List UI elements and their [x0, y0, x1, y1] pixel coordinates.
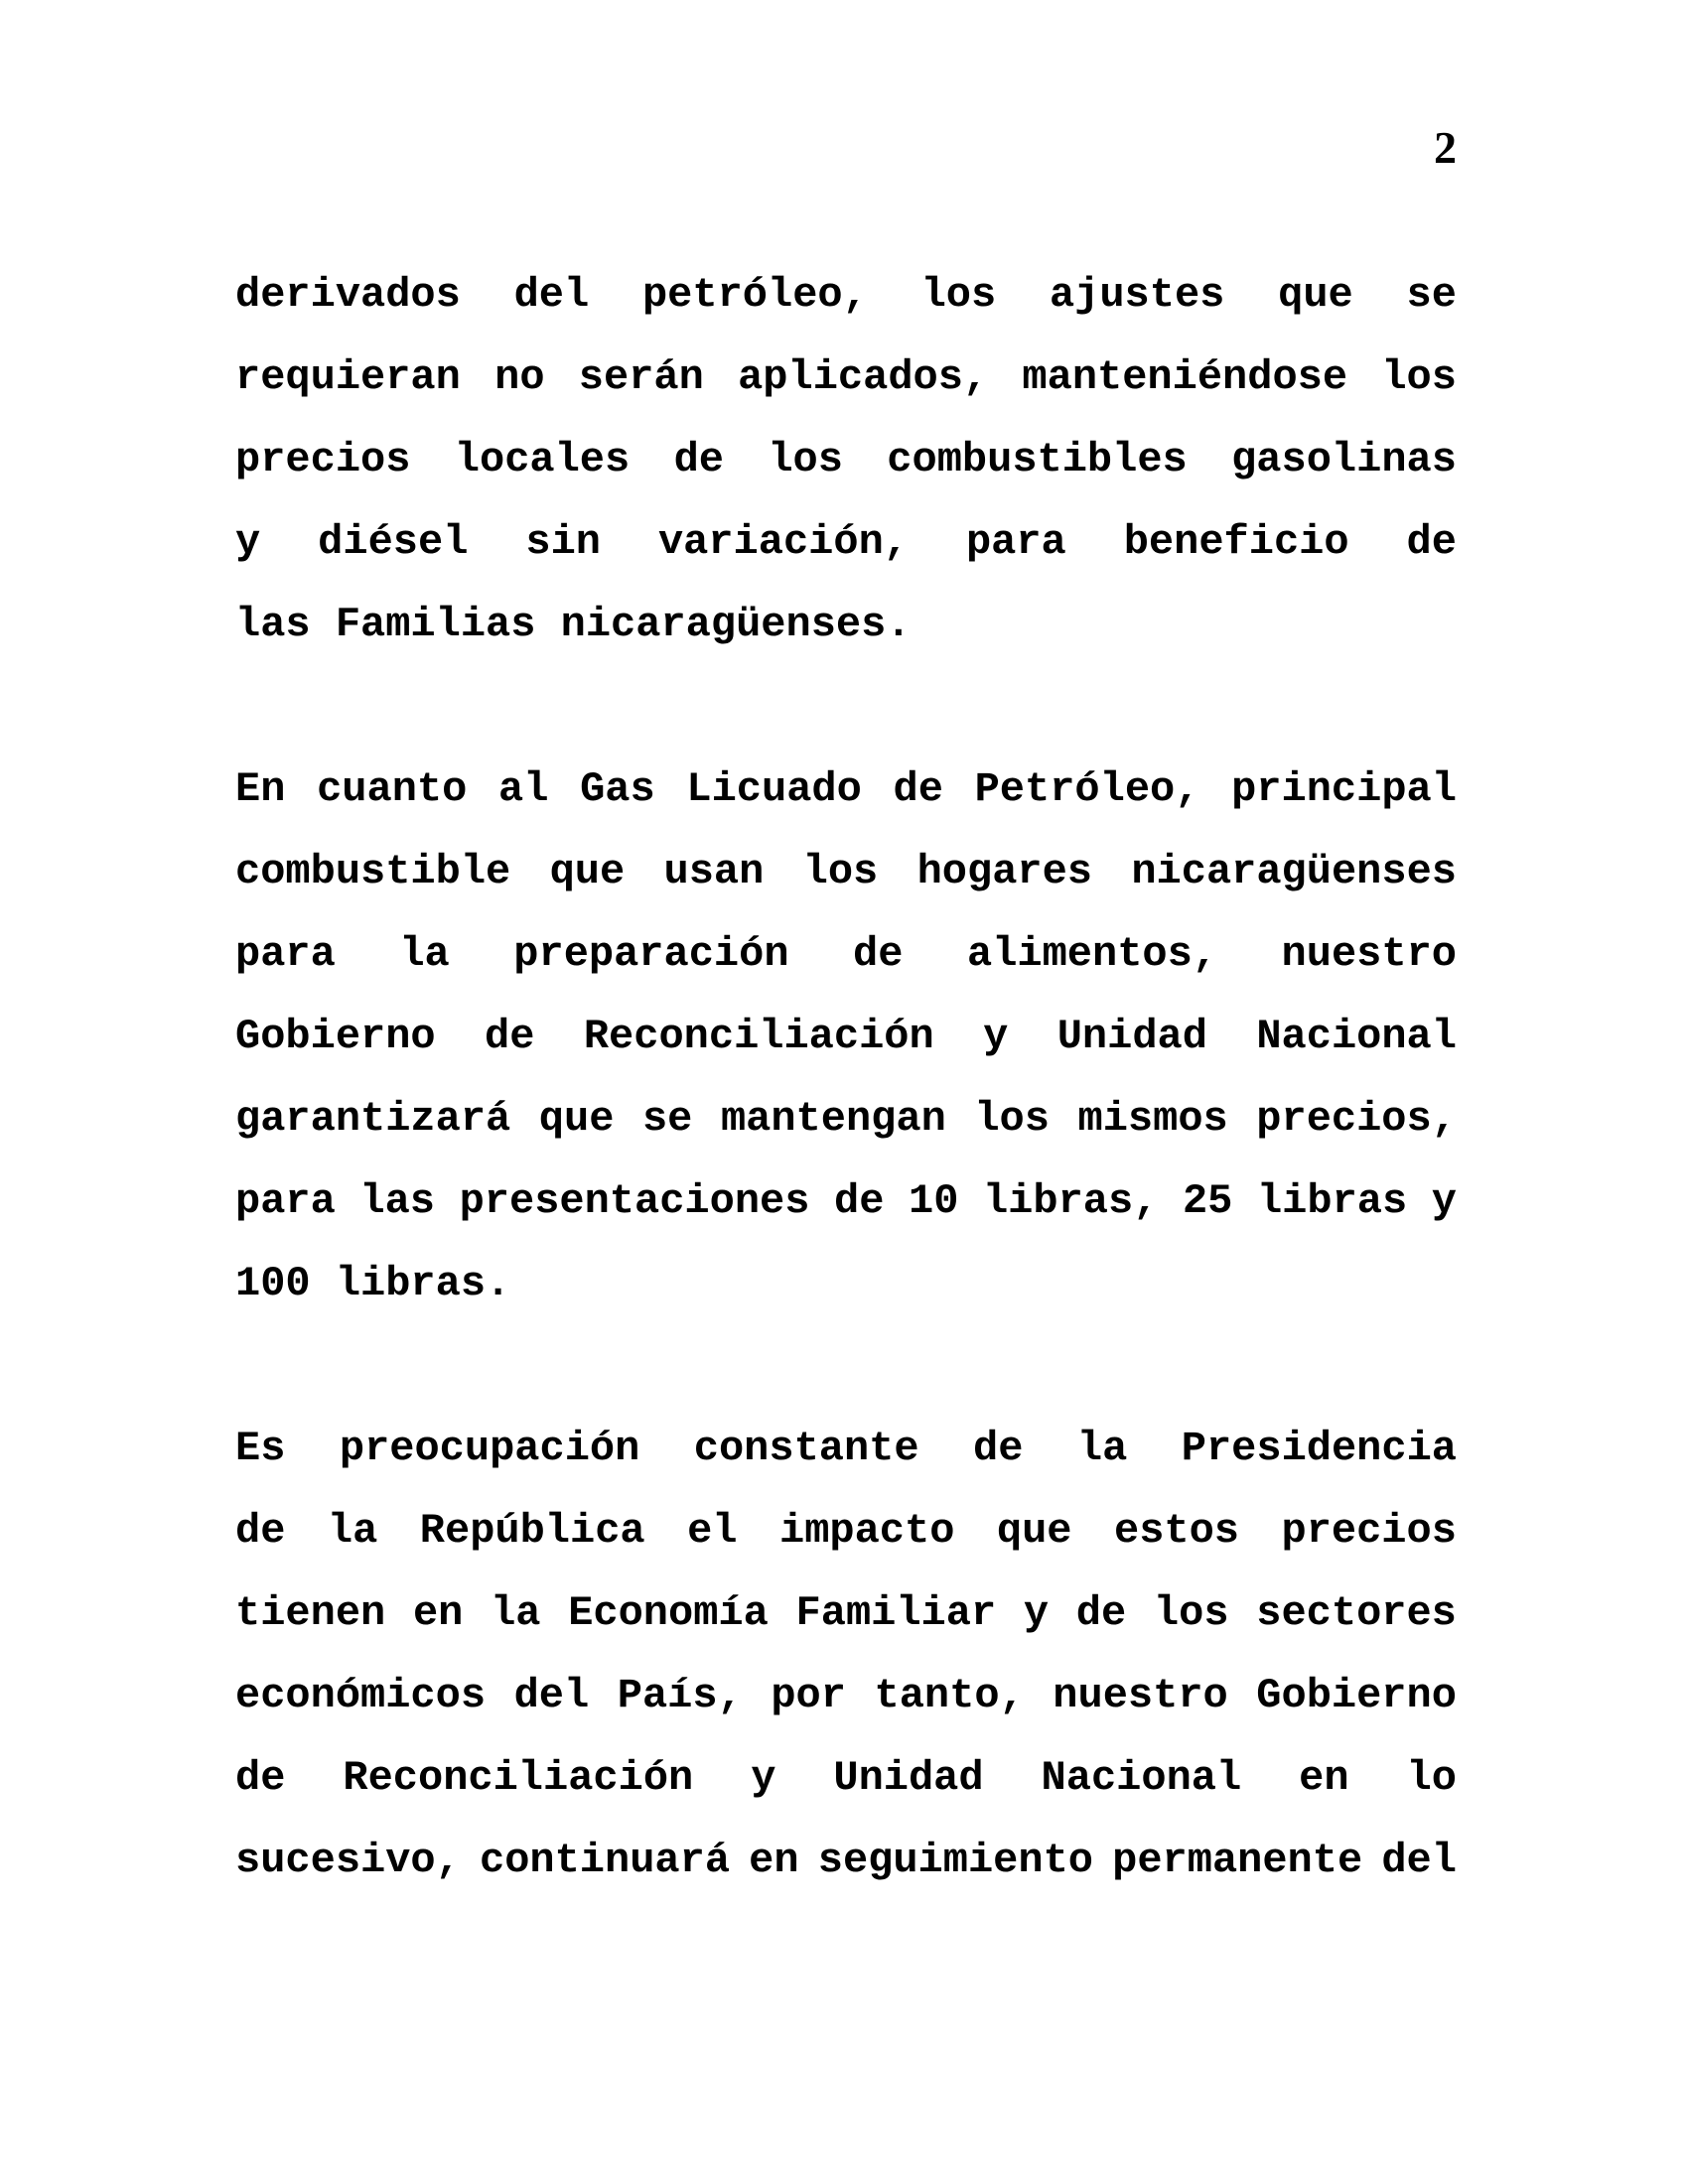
word: de — [853, 930, 904, 978]
word: los — [1381, 353, 1457, 401]
word: económicos — [235, 1672, 487, 1719]
word: libras, — [982, 1177, 1159, 1225]
word: sucesivo, — [235, 1837, 461, 1884]
word: las — [359, 1177, 436, 1225]
text-line — [235, 1572, 1457, 1655]
word: preparación — [513, 930, 789, 978]
word: Presidencia — [1181, 1425, 1457, 1472]
word: Unidad — [1056, 1013, 1207, 1060]
word: Reconciliación — [583, 1013, 934, 1060]
text-line — [235, 1490, 1457, 1572]
word: sectores — [1256, 1589, 1457, 1637]
paragraph — [235, 254, 1457, 666]
word: de — [973, 1425, 1024, 1472]
word: ajustes — [1049, 271, 1225, 319]
text-line — [235, 1408, 1457, 1490]
word: usan — [663, 848, 765, 895]
word: de — [235, 1754, 286, 1802]
word: y — [235, 518, 261, 566]
word: y — [983, 1013, 1009, 1060]
word: en — [412, 1589, 464, 1637]
word: seguimiento — [817, 1837, 1093, 1884]
word: aplicados, — [738, 353, 989, 401]
word: de — [834, 1177, 885, 1225]
word: la — [399, 930, 450, 978]
word: para — [235, 930, 336, 978]
word: nuestro — [1053, 1672, 1228, 1719]
word: hogares — [916, 848, 1093, 895]
word: diésel — [318, 518, 469, 566]
word: que — [996, 1507, 1072, 1555]
text-line — [235, 996, 1457, 1078]
text-line — [235, 501, 1457, 584]
word: permanente — [1112, 1837, 1363, 1884]
word: de — [1406, 518, 1457, 566]
word: continuará — [479, 1837, 731, 1884]
text-line — [235, 913, 1457, 996]
word: del — [1381, 1837, 1457, 1884]
word: Es — [235, 1425, 286, 1472]
word: tienen — [235, 1589, 386, 1637]
text-line — [235, 1737, 1457, 1820]
word: Reconciliación — [343, 1754, 694, 1802]
word: En — [235, 765, 286, 813]
word: la — [327, 1507, 378, 1555]
word: Gobierno — [1256, 1672, 1457, 1719]
word: Economía — [568, 1589, 769, 1637]
word: nicaragüenses — [1131, 848, 1457, 895]
text-line — [235, 1820, 1457, 1902]
text-line: 100 libras. — [235, 1260, 511, 1307]
word: en — [1299, 1754, 1349, 1802]
word: estos — [1113, 1507, 1240, 1555]
page-number: 2 — [1434, 122, 1457, 173]
word: los — [920, 271, 997, 319]
word: la — [1076, 1425, 1128, 1472]
word: precios — [1281, 1507, 1457, 1555]
word: Nacional — [1256, 1013, 1457, 1060]
word: los — [1153, 1589, 1229, 1637]
word: variación, — [657, 518, 909, 566]
word: manteniéndose — [1022, 353, 1348, 401]
word: presentaciones — [459, 1177, 810, 1225]
text-line: las Familias nicaragüenses. — [235, 601, 912, 648]
text-line — [235, 1160, 1457, 1243]
word: Familiar — [795, 1589, 997, 1637]
word: 25 — [1182, 1177, 1233, 1225]
word: petróleo, — [641, 271, 868, 319]
word: serán — [578, 353, 704, 401]
word: impacto — [778, 1507, 955, 1555]
word: que — [538, 1095, 615, 1143]
word: la — [491, 1589, 541, 1637]
word: garantizará — [235, 1095, 511, 1143]
word: para — [235, 1177, 336, 1225]
word: mantengan — [720, 1095, 946, 1143]
word: Nacional — [1041, 1754, 1242, 1802]
word: libras — [1256, 1177, 1408, 1225]
word: que — [549, 848, 626, 895]
text-block — [235, 254, 1457, 1902]
word: el — [687, 1507, 738, 1555]
word: que — [1278, 271, 1353, 319]
word: en — [749, 1837, 799, 1884]
word: para — [965, 518, 1066, 566]
paragraph — [235, 1408, 1457, 1902]
word: de — [235, 1507, 286, 1555]
word: no — [494, 353, 545, 401]
word: del — [513, 271, 590, 319]
paragraph — [235, 749, 1457, 1325]
word: combustible — [235, 848, 511, 895]
word: se — [641, 1095, 693, 1143]
word: de — [893, 765, 943, 813]
word: tanto, — [874, 1672, 1025, 1719]
text-line — [235, 254, 1457, 337]
word: sin — [525, 518, 601, 566]
word: alimentos, — [966, 930, 1218, 978]
text-line — [235, 1078, 1457, 1160]
word: locales — [454, 436, 631, 483]
text-line — [235, 749, 1457, 831]
word: Gobierno — [235, 1013, 436, 1060]
word: al — [498, 765, 549, 813]
word: República — [419, 1507, 645, 1555]
word: principal — [1231, 765, 1457, 813]
word: se — [1406, 271, 1457, 319]
word: combustibles — [887, 436, 1188, 483]
word: cuanto — [317, 765, 468, 813]
word: 10 — [908, 1177, 959, 1225]
word: derivados — [235, 271, 461, 319]
word: beneficio — [1123, 518, 1349, 566]
word: del — [513, 1672, 590, 1719]
word: y — [1431, 1177, 1457, 1225]
word: Petróleo, — [974, 765, 1200, 813]
word: Unidad — [833, 1754, 984, 1802]
word: de — [485, 1013, 535, 1060]
word: gasolinas — [1231, 436, 1457, 483]
word: los — [802, 848, 879, 895]
word: de — [673, 436, 724, 483]
word: lo — [1406, 1754, 1457, 1802]
word: y — [751, 1754, 776, 1802]
word: por — [771, 1672, 846, 1719]
word: Licuado — [686, 765, 862, 813]
word: precios, — [1256, 1095, 1457, 1143]
word: requieran — [235, 353, 461, 401]
word: nuestro — [1281, 930, 1457, 978]
text-line — [235, 831, 1457, 913]
word: y — [1023, 1589, 1050, 1637]
word: precios — [235, 436, 411, 483]
word: mismos — [1077, 1095, 1228, 1143]
word: de — [1075, 1589, 1127, 1637]
word: preocupación — [339, 1425, 640, 1472]
text-line — [235, 1655, 1457, 1737]
word: constante — [693, 1425, 919, 1472]
word: País, — [617, 1672, 743, 1719]
word: los — [768, 436, 843, 483]
word: Gas — [580, 765, 655, 813]
word: los — [974, 1095, 1050, 1143]
text-line — [235, 337, 1457, 419]
text-line — [235, 419, 1457, 501]
